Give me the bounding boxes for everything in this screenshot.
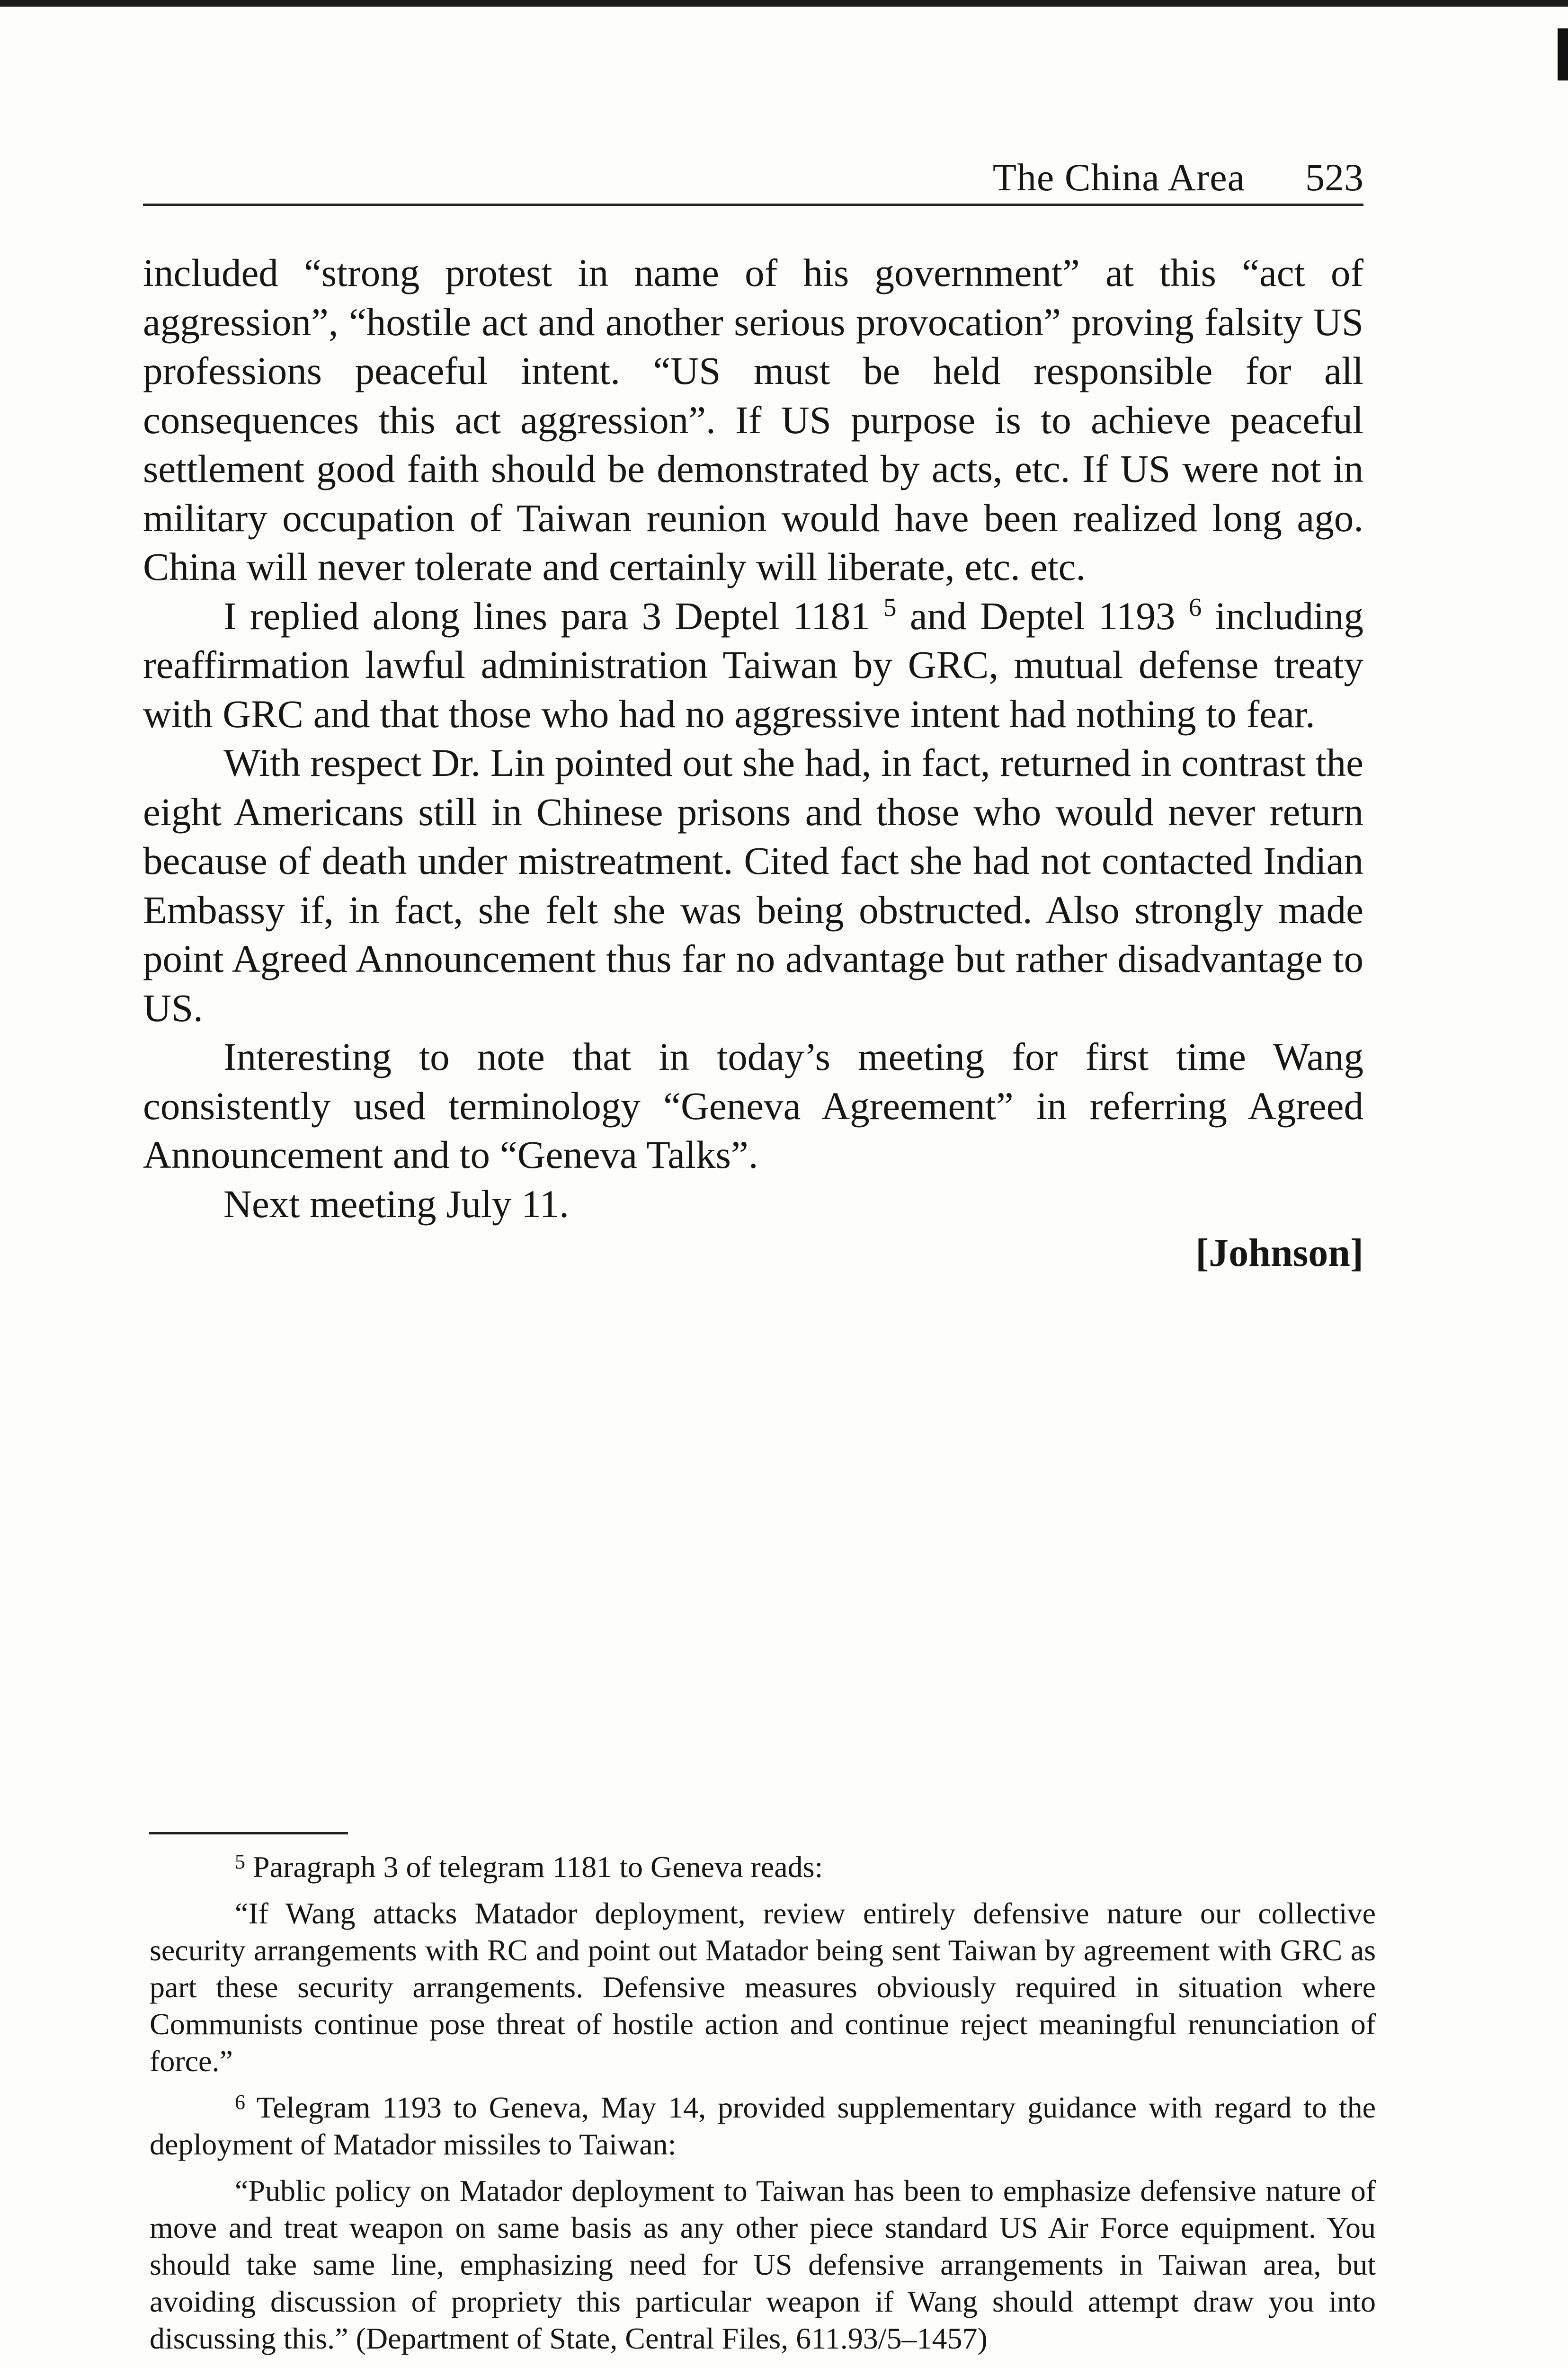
main-text	[143, 249, 1363, 1278]
footnote-rule	[149, 1832, 348, 1834]
footnote-6-marker: 6	[235, 2091, 245, 2114]
footnotes	[150, 1849, 1376, 2367]
footnote-6-quote: “Public policy on Matador deployment to Taiwan has been to emphasize defensive nature of move and treat weapon on same basis as any other piece standard US Air Force equipment. You should take same line, emphasizing need for US defensive arrangements in Taiwan area, but avoiding discussion of propriety this particular weapon if Wang should attempt draw you into discussing this.” (Department of State, Central Files, 611.93/5–1457)	[150, 2174, 1376, 2355]
footnote-6-intro	[150, 2089, 1376, 2163]
footnote-6-intro-text: Telegram 1193 to Geneva, May 14, provided supplementary guidance with regard to the deployment of Matador missiles to Taiwan:	[150, 2091, 1376, 2161]
footnote-5-marker: 5	[235, 1850, 245, 1873]
paragraph-5: Next meeting July 11.	[223, 1182, 569, 1226]
paragraph-2-part-3: including reaffirmation lawful administration Taiwan by GRC, mutual defense treaty with GRC and that those who had no aggressive intent had nothing to fear.	[143, 594, 1364, 736]
paragraph-2-part-1: I replied along lines para 3 Deptel 1181	[223, 594, 870, 638]
page-edge-mark	[1558, 28, 1568, 80]
footnote-ref-5: 5	[883, 592, 897, 622]
page-header	[143, 151, 1363, 206]
footnote-ref-6: 6	[1188, 592, 1202, 622]
paragraph-3: With respect Dr. Lin pointed out she had, in fact, returned in contrast the eight Americans still in Chinese prisons and those who would never return because of death under mistreatment. Cited fact she had not contacted Indian Embassy if, in fact, she felt she was being obstructed. Also strongly made point Agreed Announcement thus far no advantage but rather disadvantage to US.	[143, 741, 1363, 1030]
paragraph-4: Interesting to note that in today’s meeting for first time Wang consistently used terminology “Geneva Agreement” in referring Agreed Announcement and to “Geneva Talks”.	[143, 1035, 1363, 1176]
footnote-5-intro-text: Paragraph 3 of telegram 1181 to Geneva reads:	[253, 1850, 823, 1884]
paragraph-1: included “strong protest in name of his government” at this “act of aggression”, “hostile act and another serious provocation” proving falsity US professions peaceful intent. “US must be held responsible for all consequences this act aggression”. If US purpose is to achieve peaceful settlement good faith should be demonstrated by acts, etc. If US were not in military occupation of Taiwan reunion would have been realized long ago. China will never tolerate and certainly will liberate, etc. etc.	[143, 251, 1363, 588]
page-number: 523	[1305, 156, 1363, 199]
running-head: The China Area	[992, 156, 1245, 199]
paragraph-2	[143, 592, 1363, 739]
footnote-5-quote: “If Wang attacks Matador deployment, review entirely defensive nature our collective security arrangements with RC and point out Matador being sent Taiwan by agreement with GRC as part these security arrangements. Defensive measures obviously required in situation where Communists continue pose threat of hostile action and continue reject meaningful renunciation of force.”	[150, 1896, 1376, 2078]
paragraph-2-part-2: and Deptel 1193	[909, 594, 1176, 638]
top-edge-rule	[0, 0, 1568, 7]
footnote-5-intro	[150, 1849, 1376, 1886]
signature: [Johnson]	[1195, 1231, 1363, 1275]
